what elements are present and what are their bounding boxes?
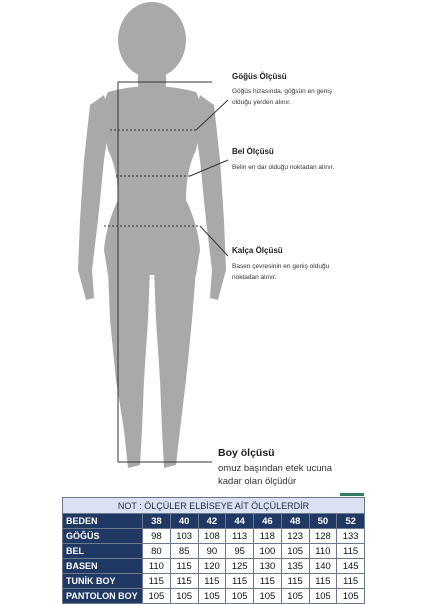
size-header-cell: 46	[254, 514, 282, 529]
table-row	[63, 544, 365, 559]
table-cell: 133	[337, 529, 365, 544]
row-label: BASEN	[63, 559, 143, 574]
size-header-cell: 50	[309, 514, 337, 529]
table-cell: 123	[281, 529, 309, 544]
table-row	[63, 529, 365, 544]
hip-measure-title: Kalça Ölçüsü	[232, 246, 283, 255]
height-measure-desc: omuz başından etek ucuna kadar olan ölçüdür	[218, 463, 333, 487]
hip-measure-desc: Basen çevresinin en geniş olduğu noktadan alınır.	[232, 263, 330, 281]
table-cell: 135	[281, 559, 309, 574]
table-cell: 110	[143, 559, 171, 574]
table-cell: 98	[143, 529, 171, 544]
table-cell: 90	[198, 544, 226, 559]
table-cell: 115	[337, 574, 365, 589]
table-cell: 118	[254, 529, 282, 544]
table-cell: 128	[309, 529, 337, 544]
table-cell: 115	[254, 574, 282, 589]
table-cell: 105	[281, 589, 309, 604]
table-cell: 115	[309, 574, 337, 589]
table-cell: 108	[198, 529, 226, 544]
table-note: NOT : ÖLÇÜLER ELBİSEYE AİT ÖLÇÜLERDİR	[63, 498, 365, 514]
row-label: PANTOLON BOY	[63, 589, 143, 604]
table-cell: 115	[170, 559, 198, 574]
table-cell: 115	[170, 574, 198, 589]
table-cell: 105	[226, 589, 254, 604]
table-row	[63, 574, 365, 589]
table-cell: 115	[226, 574, 254, 589]
table-cell: 125	[226, 559, 254, 574]
row-label: GÖĞÜS	[63, 529, 143, 544]
silhouette	[78, 2, 226, 468]
waist-measure-desc: Belin en dar olduğu noktadan alınır.	[232, 164, 335, 171]
table-cell: 100	[254, 544, 282, 559]
table-cell: 105	[309, 589, 337, 604]
chest-measure-title: Göğüs Ölçüsü	[232, 72, 287, 81]
row-label: BEL	[63, 544, 143, 559]
size-header-cell: 40	[170, 514, 198, 529]
table-cell: 120	[198, 559, 226, 574]
height-measure-title: Boy ölçüsü	[218, 447, 275, 459]
size-header-cell: 42	[198, 514, 226, 529]
table-cell: 105	[281, 544, 309, 559]
size-header-label: BEDEN	[63, 514, 143, 529]
table-cell: 105	[198, 589, 226, 604]
size-header-cell: 48	[281, 514, 309, 529]
table-cell: 105	[170, 589, 198, 604]
table-cell: 115	[198, 574, 226, 589]
table-cell: 115	[281, 574, 309, 589]
table-cell: 115	[143, 574, 171, 589]
size-header-cell: 44	[226, 514, 254, 529]
table-cell: 95	[226, 544, 254, 559]
row-label: TUNİK BOY	[63, 574, 143, 589]
chest-measure-desc: Göğüs hizasında, göğsün en geniş olduğu yerden alınır.	[232, 88, 333, 106]
table-cell: 103	[170, 529, 198, 544]
table-cell: 113	[226, 529, 254, 544]
table-row	[63, 559, 365, 574]
table-cell: 105	[143, 589, 171, 604]
green-corner-mark	[340, 493, 364, 496]
size-header-cell: 38	[143, 514, 171, 529]
table-cell: 110	[309, 544, 337, 559]
size-table-container	[62, 497, 365, 604]
size-header-row	[63, 514, 365, 529]
table-cell: 105	[337, 589, 365, 604]
table-cell: 130	[254, 559, 282, 574]
table-row	[63, 589, 365, 604]
table-cell: 85	[170, 544, 198, 559]
table-cell: 105	[254, 589, 282, 604]
table-cell: 80	[143, 544, 171, 559]
waist-measure-title: Bel Ölçüsü	[232, 147, 274, 156]
table-cell: 145	[337, 559, 365, 574]
table-cell: 140	[309, 559, 337, 574]
table-cell: 115	[337, 544, 365, 559]
size-table	[62, 497, 365, 604]
size-table-body	[63, 529, 365, 604]
size-header-cell: 52	[337, 514, 365, 529]
